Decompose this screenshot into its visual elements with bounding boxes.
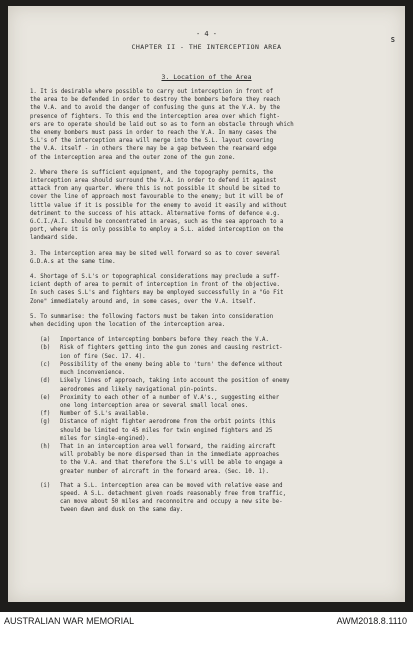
credit-footer — [0, 612, 413, 653]
factor-item — [30, 443, 378, 476]
factor-line: ion of fire (Sec. 17. 4). — [60, 353, 146, 360]
factor-label: (e) — [40, 394, 51, 401]
factor-item — [30, 344, 378, 360]
factor-line: That in an interception area well forward, the raiding aircraft — [60, 443, 276, 450]
factor-label: (a) — [40, 337, 51, 344]
paragraph — [30, 313, 378, 329]
factor-line: greater number of aircraft in the forward area. (Sec. 10. 1). — [60, 468, 269, 475]
factor-line: miles for single-engined). — [60, 435, 150, 442]
section-heading: 3. Location of the Area — [161, 73, 252, 81]
factor-label: (c) — [40, 361, 51, 368]
factor-line: speed. A S.L. detachment given roads reasonably free from traffic, — [60, 490, 286, 497]
factor-line: Possibility of the enemy being able to 'turn' the defence without — [60, 361, 283, 368]
paragraph-line: 5. To summarise: the following factors must be taken into consideration — [30, 313, 274, 320]
factor-text — [60, 482, 378, 515]
factor-label: (i) — [40, 482, 51, 489]
factor-line: Risk of fighters getting into the gun zones and causing restrict- — [60, 345, 283, 352]
paragraph-line: the V.A. itself - in others there may be a gap between the rearward edge — [30, 146, 277, 153]
factor-label: (f) — [40, 411, 51, 418]
factor-list — [30, 336, 378, 514]
factor-line: Number of S.L's available. — [60, 411, 150, 418]
factor-line: Proximity to each other of a number of V.A's., suggesting either — [60, 394, 280, 401]
corner-mark: S — [390, 36, 395, 44]
paragraph — [30, 88, 378, 162]
document-body — [30, 88, 378, 521]
factor-text — [60, 418, 378, 443]
page-number: - 4 - — [195, 30, 218, 38]
factor-line: Likely lines of approach, taking into account the position of enemy — [60, 378, 290, 385]
factor-item — [30, 377, 378, 393]
paragraph-line: 1. It is desirable where possible to carry out interception in front of — [30, 89, 274, 95]
factor-label: (b) — [40, 345, 51, 352]
factor-line: Distance of night fighter aerodrome from the orbit points (this — [60, 419, 276, 426]
paragraph-line: the V.A. and to avoid the danger of confusing the guns at the V.A. by the — [30, 105, 280, 112]
factor-text — [60, 336, 378, 344]
paragraph-line: port, where it is only possible to employ a S.L. aided interception on the — [30, 227, 284, 234]
paragraph-line: detriment to the success of his attack. Alternative forms of defence e.g. — [30, 210, 280, 217]
factor-label: (d) — [40, 378, 51, 385]
catalogue-number: AWM2018.8.1110 — [336, 616, 407, 626]
factor-text — [60, 377, 378, 393]
factor-line: Importance of intercepting bombers before they reach the V.A. — [60, 337, 269, 344]
paragraph-line: the enemy bombers must pass in order to reach the V.A. In many cases the — [30, 130, 277, 137]
paragraph-line: 4. Shortage of S.L's or topographical considerations may preclude a suff- — [30, 274, 280, 281]
factor-item — [30, 394, 378, 410]
paragraph-line: cover the line of approach most favourable to the enemy; but it will be of — [30, 194, 284, 201]
factor-text — [60, 361, 378, 377]
factor-line: aerodromes and likely navigational pin-points. — [60, 386, 218, 393]
document-page — [8, 6, 405, 602]
paragraph-line: 3. The interception area may be sited well forward so as to cover several — [30, 250, 280, 257]
factor-item — [30, 361, 378, 377]
factor-text — [60, 394, 378, 410]
paragraph-line: the area to be defended in order to destroy the bombers before they reach — [30, 97, 280, 104]
paragraph-line: attack from any quarter. Where this is not possible it should be sited to — [30, 186, 280, 193]
paragraph-line: In such cases S.L's and fighters may be employed successfully in a "Go Fit — [30, 290, 284, 297]
factor-line: one long interception area or several small local ones. — [60, 402, 249, 409]
factor-line: will probably be more dispersed than in the immediate approaches — [60, 452, 280, 459]
paragraph-line: interception area should surround the V.A. in order to defend it against — [30, 178, 277, 185]
paragraph-line: landward side. — [30, 235, 78, 242]
factor-line: can move about 50 miles and reconnoitre and occupy a new site be- — [60, 499, 283, 506]
factor-line: much inconvenience. — [60, 370, 126, 377]
factor-line: tween dawn and dusk on the same day. — [60, 507, 184, 514]
factor-text — [60, 344, 378, 360]
paragraph — [30, 273, 378, 306]
paragraph-line: of the interception area and the outer zone of the gun zone. — [30, 154, 236, 161]
factor-item — [30, 418, 378, 443]
factor-line: to the V.A. and that therefore the S.L's will be able to engage a — [60, 460, 283, 467]
paragraph-list — [30, 88, 378, 329]
factor-label: (h) — [40, 443, 51, 450]
institution-name: AUSTRALIAN WAR MEMORIAL — [4, 616, 135, 626]
factor-text — [60, 410, 378, 418]
paragraph-line: S.L's of the interception area will merge into the S.L. layout covering — [30, 138, 274, 145]
factor-line: That a S.L. interception area can be moved with relative ease and — [60, 482, 283, 489]
chapter-heading: CHAPTER II - THE INTERCEPTION AREA — [131, 43, 282, 51]
factor-item — [30, 482, 378, 515]
paragraph — [30, 169, 378, 243]
paragraph-line: G.C.I./A.I. should be concentrated in areas, such as the sea approach to a — [30, 219, 284, 226]
factor-label: (g) — [40, 419, 51, 426]
paragraph-line: 2. Where there is sufficient equipment, and the topography permits, the — [30, 169, 274, 176]
paragraph-line: little value if it is possible for the enemy to avoid it easily and without — [30, 202, 287, 209]
paragraph-line: G.D.A.s at the same time. — [30, 258, 116, 265]
factor-line: should be limited to 45 miles for twin engined fighters and 25 — [60, 427, 273, 434]
paragraph-line: ers are to operate should be laid out so as to form an obstacle through which — [30, 121, 294, 128]
paragraph-line: presence of fighters. To this end the interception area over which fight- — [30, 113, 280, 120]
paragraph-line: Zone" immediately around and, in some cases, over the V.A. itself. — [30, 298, 256, 305]
factor-text — [60, 443, 378, 476]
paragraph-line: when deciding upon the location of the interception area. — [30, 322, 226, 329]
factor-item — [30, 410, 378, 418]
paragraph-line: icient depth of area to permit of interception in front of the objective. — [30, 282, 280, 289]
paragraph — [30, 250, 378, 266]
factor-item — [30, 336, 378, 344]
